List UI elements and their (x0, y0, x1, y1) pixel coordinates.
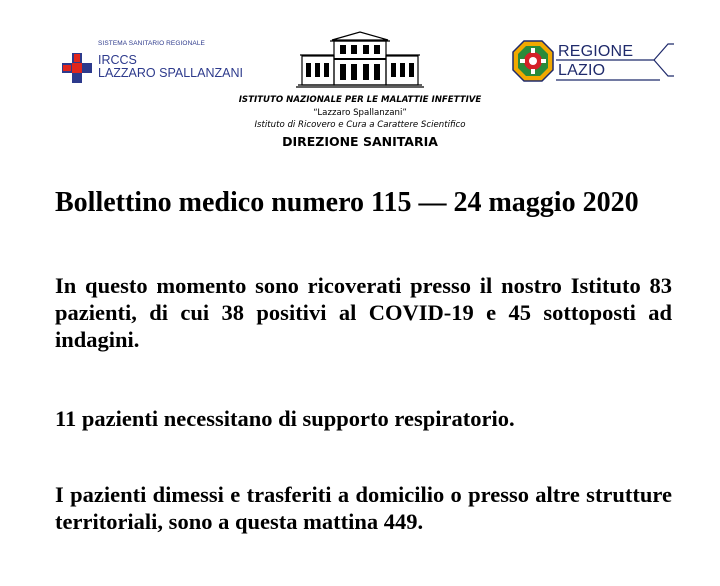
red-blue-cross-icon (62, 53, 92, 83)
institute-building-icon (296, 30, 424, 92)
institute-department: DIREZIONE SANITARIA (282, 134, 438, 149)
bulletin-paragraph-admitted: In questo momento sono ricoverati presso il nostro Istituto 83 pazienti, di cui 38 positivi al COVID-19 e 45 sottoposti ad indagini. (55, 273, 672, 352)
bulletin-paragraph-discharged: I pazienti dimessi e trasferiti a domicilio o presso altre strutture territoriali, sono a questa mattina 449. (55, 482, 672, 534)
region-word-2: LAZIO (558, 62, 606, 79)
bulletin-paragraph-respiratory: 11 pazienti necessitano di supporto respiratorio. (55, 406, 515, 431)
institute-subtitle: “Lazzaro Spallanzani” (313, 108, 407, 118)
institute-type: Istituto di Ricovero e Cura a Carattere Scientifico (254, 120, 466, 130)
region-word-1: REGIONE (558, 43, 634, 60)
regione-lazio-emblem-icon (512, 40, 554, 82)
region-decor-lines-icon (556, 40, 674, 84)
bulletin-title: Bollettino medico numero 115 — 24 maggio 2020 (55, 187, 639, 218)
logo-name-line2: LAZZARO SPALLANZANI (98, 66, 243, 80)
logo-name-line1: IRCCS (98, 53, 137, 67)
logo-caption: SISTEMA SANITARIO REGIONALE (98, 40, 205, 47)
spallanzani-logo (62, 40, 252, 88)
regione-lazio-logo (512, 40, 674, 84)
institute-name: ISTITUTO NAZIONALE PER LE MALATTIE INFETTIVE (238, 95, 482, 105)
